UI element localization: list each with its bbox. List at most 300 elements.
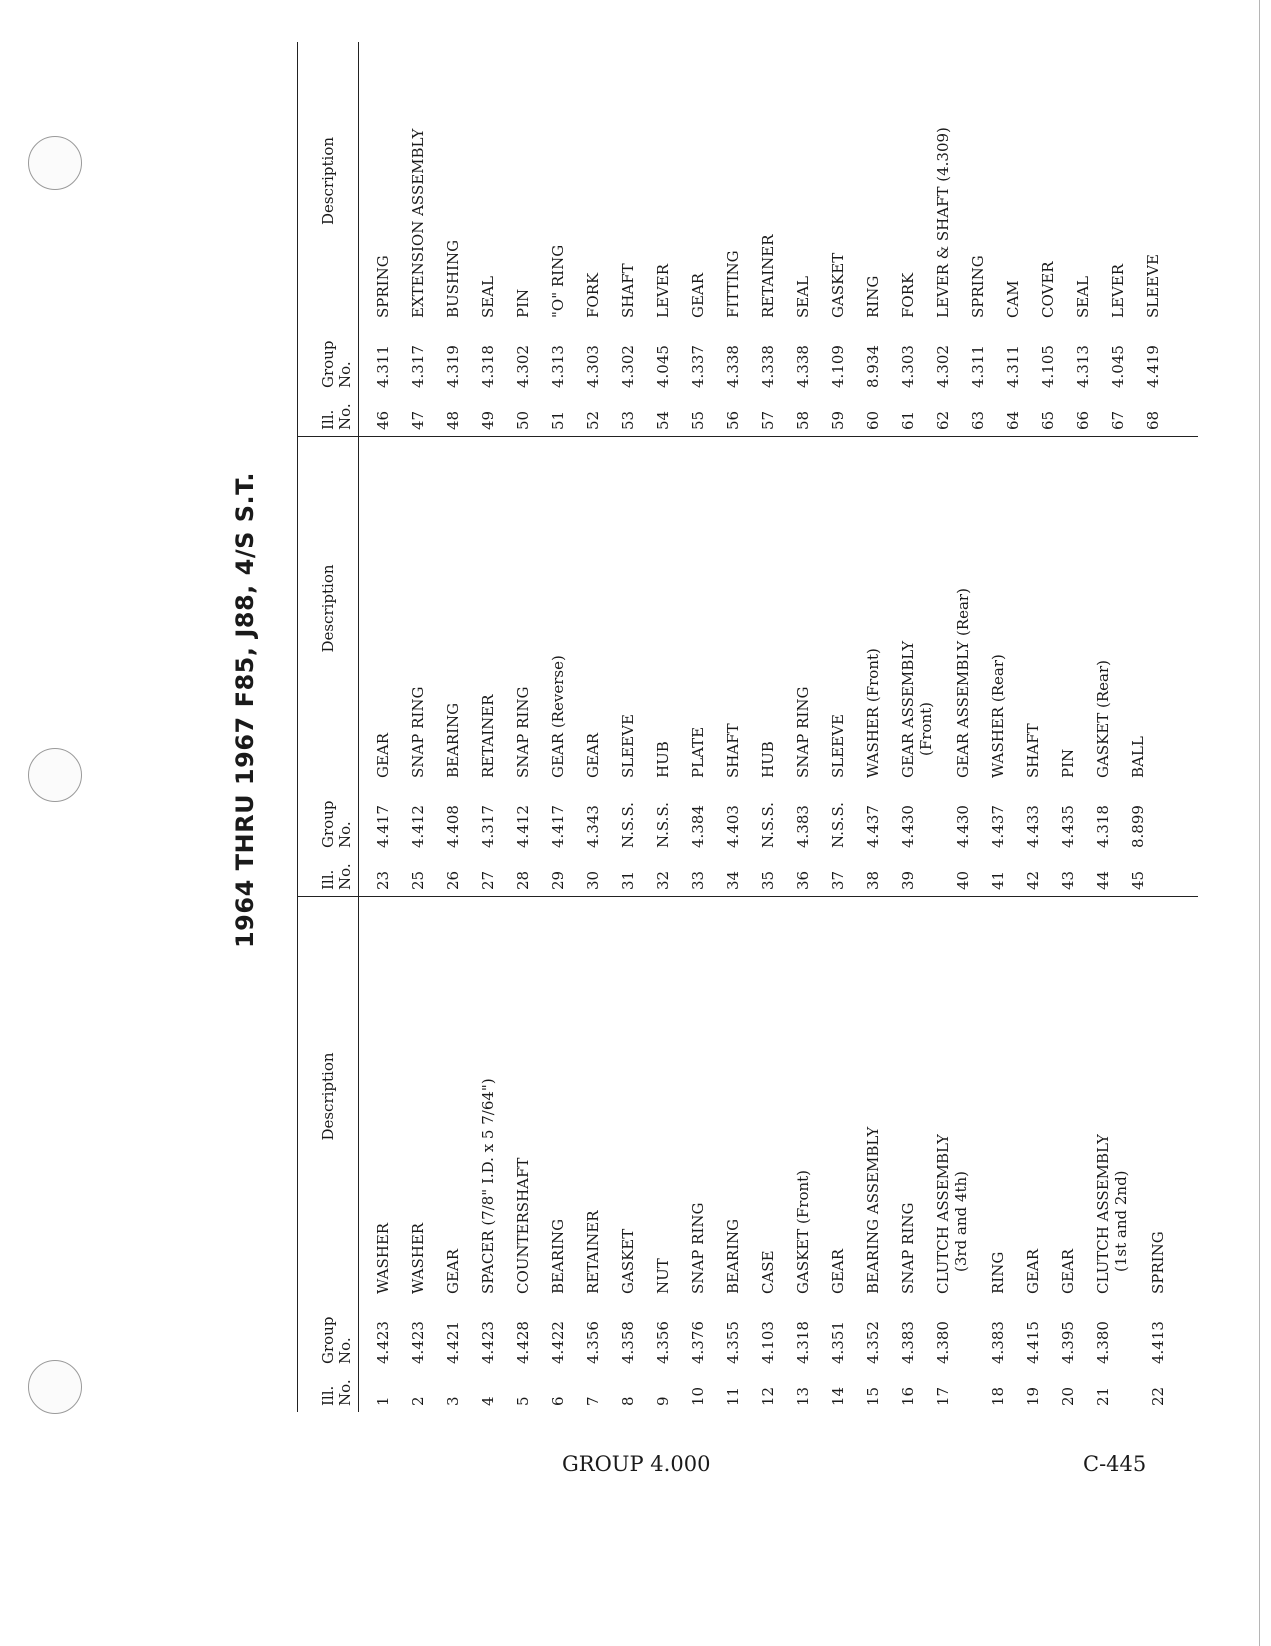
table-row xyxy=(541,42,576,436)
group-no-cell: 4.313 xyxy=(549,345,567,388)
group-no-cell: 4.403 xyxy=(724,805,742,848)
description-text: CLUTCH ASSEMBLY xyxy=(1094,1134,1112,1294)
ill-no-cell: 42 xyxy=(1024,870,1042,890)
header-ill-no: Ill. No. xyxy=(319,1379,354,1406)
description-cell xyxy=(374,897,392,1296)
ill-no-cell: 13 xyxy=(794,1386,812,1406)
table-row xyxy=(1086,897,1141,1412)
description-text: LEVER xyxy=(654,264,672,318)
table-row xyxy=(576,42,611,436)
description-cell xyxy=(1149,897,1167,1296)
description-text: SLEEVE xyxy=(1144,254,1162,318)
ill-no-cell: 27 xyxy=(479,870,497,890)
description-cell xyxy=(444,42,462,320)
ill-no-cell: 61 xyxy=(899,410,917,430)
description-text: BEARING xyxy=(724,1218,742,1294)
header-group-no: Group No. xyxy=(319,340,354,388)
table-row xyxy=(891,437,946,896)
description-text: FORK xyxy=(584,272,602,318)
group-no-cell: 4.317 xyxy=(479,805,497,848)
group-no-cell: 4.422 xyxy=(549,1321,567,1364)
group-no-cell: 4.435 xyxy=(1059,805,1077,848)
parts-table-body xyxy=(297,42,1198,1412)
description-text: HUB xyxy=(759,741,777,778)
ill-no-cell: 52 xyxy=(584,410,602,430)
description-cell xyxy=(479,437,497,780)
description-cell xyxy=(1024,897,1042,1296)
group-no-cell: 4.423 xyxy=(374,1321,392,1364)
group-no-cell: 4.408 xyxy=(444,805,462,848)
header-group-no: Group No. xyxy=(319,800,354,848)
description-cell xyxy=(409,897,427,1296)
group-no-cell: 4.318 xyxy=(479,345,497,388)
description-text: BEARING xyxy=(549,1218,567,1294)
description-text: "O" RING xyxy=(549,244,567,318)
ill-no-cell: 12 xyxy=(759,1386,777,1406)
group-no-cell: 4.415 xyxy=(1024,1321,1042,1364)
group-no-cell: 4.302 xyxy=(514,345,532,388)
description-cell xyxy=(619,42,637,320)
table-row xyxy=(821,897,856,1412)
description-cell xyxy=(899,437,935,780)
description-cell xyxy=(584,437,602,780)
group-no-cell: 4.383 xyxy=(794,805,812,848)
table-row xyxy=(1136,42,1171,436)
description-text: BUSHING xyxy=(444,239,462,318)
description-text: SEAL xyxy=(479,275,497,318)
table-row xyxy=(716,897,751,1412)
group-no-cell: 4.302 xyxy=(619,345,637,388)
description-cell xyxy=(619,897,637,1296)
description-text: WASHER (Rear) xyxy=(989,654,1007,778)
description-cell xyxy=(1144,42,1162,320)
table-row xyxy=(436,897,471,1412)
table-row xyxy=(471,437,506,896)
page-number: C-445 xyxy=(1083,1452,1147,1476)
description-text: CAM xyxy=(1004,280,1022,318)
group-no-cell: 4.395 xyxy=(1059,1321,1077,1364)
table-row xyxy=(436,42,471,436)
table-row xyxy=(366,42,401,436)
table-row xyxy=(1031,42,1066,436)
table-row xyxy=(681,897,716,1412)
table-row xyxy=(1051,897,1086,1412)
table-row xyxy=(1016,437,1051,896)
description-cell xyxy=(864,42,882,320)
description-cell xyxy=(374,437,392,780)
table-row xyxy=(751,897,786,1412)
group-no-cell: 4.317 xyxy=(409,345,427,388)
table-row xyxy=(1121,437,1156,896)
ill-no-cell: 32 xyxy=(654,870,672,890)
group-no-cell: 4.338 xyxy=(759,345,777,388)
description-cell xyxy=(479,42,497,320)
description-cell xyxy=(829,437,847,780)
description-text: EXTENSION ASSEMBLY xyxy=(409,128,427,318)
description-text: GASKET (Rear) xyxy=(1094,659,1112,778)
description-text: PIN xyxy=(1059,748,1077,778)
group-no-cell: 4.318 xyxy=(1094,805,1112,848)
table-row xyxy=(681,42,716,436)
table-row xyxy=(1086,437,1121,896)
ill-no-cell: 19 xyxy=(1024,1386,1042,1406)
ill-no-cell: 33 xyxy=(689,870,707,890)
table-row xyxy=(681,437,716,896)
table-row xyxy=(926,897,981,1412)
description-text: SPRING xyxy=(1149,1231,1167,1294)
group-no-cell: N.S.S. xyxy=(654,802,672,848)
table-section xyxy=(298,897,1198,1412)
parts-table xyxy=(297,42,1197,1412)
group-no-cell: 4.103 xyxy=(759,1321,777,1364)
header-description: Description xyxy=(318,136,337,226)
table-row xyxy=(1101,42,1136,436)
table-row xyxy=(401,897,436,1412)
description-text: SNAP RING xyxy=(409,686,427,778)
table-row xyxy=(506,897,541,1412)
ill-no-cell: 14 xyxy=(829,1386,847,1406)
description-text: CLUTCH ASSEMBLY xyxy=(934,1134,952,1294)
table-row xyxy=(506,437,541,896)
table-row xyxy=(786,897,821,1412)
description-cell xyxy=(1024,437,1042,780)
group-no-cell: 4.376 xyxy=(689,1321,707,1364)
description-cell xyxy=(444,897,462,1296)
ill-no-cell: 44 xyxy=(1094,870,1112,890)
description-text: SHAFT xyxy=(619,263,637,318)
description-cell xyxy=(619,437,637,780)
description-text: GEAR ASSEMBLY xyxy=(899,640,917,778)
description-text: PLATE xyxy=(689,726,707,778)
ill-no-cell: 17 xyxy=(934,1386,952,1406)
table-row xyxy=(856,897,891,1412)
table-row xyxy=(646,897,681,1412)
ill-no-cell: 60 xyxy=(864,410,882,430)
binder-hole xyxy=(28,1360,82,1414)
description-cell xyxy=(989,437,1007,780)
ill-no-cell: 51 xyxy=(549,410,567,430)
description-cell xyxy=(1059,437,1077,780)
ill-no-cell: 47 xyxy=(409,410,427,430)
description-text: SNAP RING xyxy=(899,1202,917,1294)
description-cell xyxy=(724,42,742,320)
group-no-cell: 4.302 xyxy=(934,345,952,388)
group-no-cell: 4.318 xyxy=(794,1321,812,1364)
binder-hole xyxy=(28,136,82,190)
description-cell xyxy=(374,42,392,320)
group-no-cell: 4.437 xyxy=(989,805,1007,848)
ill-no-cell: 25 xyxy=(409,870,427,890)
table-row xyxy=(541,437,576,896)
description-text: GEAR (Reverse) xyxy=(549,655,567,778)
description-text: SNAP RING xyxy=(794,686,812,778)
description-text: SNAP RING xyxy=(689,1202,707,1294)
description-cell xyxy=(864,437,882,780)
table-row xyxy=(506,42,541,436)
description-cell xyxy=(654,437,672,780)
table-row xyxy=(716,437,751,896)
ill-no-cell: 36 xyxy=(794,870,812,890)
description-text: GEAR xyxy=(1059,1248,1077,1294)
description-text: BEARING xyxy=(444,702,462,778)
ill-no-cell: 8 xyxy=(619,1396,637,1406)
group-number: GROUP 4.000 xyxy=(562,1452,711,1476)
description-text: GEAR ASSEMBLY (Rear) xyxy=(954,588,972,778)
page-edge-line xyxy=(1259,0,1260,1646)
header-ill-no: Ill. No. xyxy=(319,863,354,890)
ill-no-cell: 11 xyxy=(724,1386,742,1406)
ill-no-cell: 57 xyxy=(759,410,777,430)
description-cell xyxy=(479,897,497,1296)
description-cell xyxy=(724,437,742,780)
ill-no-cell: 35 xyxy=(759,870,777,890)
table-row xyxy=(1016,897,1051,1412)
table-header xyxy=(298,437,359,896)
table-row xyxy=(961,42,996,436)
header-group-no: Group No. xyxy=(319,1316,354,1364)
table-row xyxy=(1051,437,1086,896)
table-row xyxy=(576,437,611,896)
ill-no-cell: 23 xyxy=(374,870,392,890)
table-header xyxy=(298,897,359,1412)
table-row xyxy=(891,42,926,436)
ill-no-cell: 45 xyxy=(1129,870,1147,890)
description-text: LEVER xyxy=(1109,264,1127,318)
ill-no-cell: 55 xyxy=(689,410,707,430)
description-cell xyxy=(549,437,567,780)
description-cell xyxy=(549,897,567,1296)
description-subtext: (1st and 2nd) xyxy=(1112,1170,1130,1272)
ill-no-cell: 49 xyxy=(479,410,497,430)
ill-no-cell: 50 xyxy=(514,410,532,430)
description-text: SNAP RING xyxy=(514,686,532,778)
description-cell xyxy=(954,437,972,780)
table-row xyxy=(981,437,1016,896)
group-no-cell: 4.383 xyxy=(989,1321,1007,1364)
table-row xyxy=(926,42,961,436)
ill-no-cell: 62 xyxy=(934,410,952,430)
description-text: GEAR xyxy=(829,1248,847,1294)
description-text: GEAR xyxy=(374,732,392,778)
description-text: SPACER (7/8" I.D. x 5 7/64") xyxy=(479,1078,497,1294)
description-cell xyxy=(759,42,777,320)
table-row xyxy=(366,897,401,1412)
ill-no-cell: 46 xyxy=(374,410,392,430)
group-no-cell: N.S.S. xyxy=(829,802,847,848)
table-row xyxy=(471,897,506,1412)
table-row xyxy=(821,42,856,436)
description-cell xyxy=(514,897,532,1296)
description-text: GEAR xyxy=(444,1248,462,1294)
ill-no-cell: 7 xyxy=(584,1396,602,1406)
description-text: LEVER & SHAFT (4.309) xyxy=(934,127,952,318)
ill-no-cell: 1 xyxy=(374,1396,392,1406)
description-text: SEAL xyxy=(1074,275,1092,318)
table-row xyxy=(786,437,821,896)
ill-no-cell: 10 xyxy=(689,1386,707,1406)
table-row xyxy=(541,897,576,1412)
table-row xyxy=(786,42,821,436)
table-row xyxy=(856,42,891,436)
description-cell xyxy=(584,897,602,1296)
group-no-cell: 4.109 xyxy=(829,345,847,388)
group-no-cell: 4.337 xyxy=(689,345,707,388)
description-cell xyxy=(1039,42,1057,320)
description-cell xyxy=(829,42,847,320)
group-no-cell: 4.311 xyxy=(374,345,392,388)
ill-no-cell: 59 xyxy=(829,410,847,430)
ill-no-cell: 65 xyxy=(1039,410,1057,430)
table-row xyxy=(471,42,506,436)
group-no-cell: 4.351 xyxy=(829,1321,847,1364)
table-row xyxy=(401,42,436,436)
description-cell xyxy=(444,437,462,780)
table-row xyxy=(646,437,681,896)
ill-no-cell: 53 xyxy=(619,410,637,430)
description-text: GEAR xyxy=(1024,1248,1042,1294)
table-row xyxy=(1141,897,1176,1412)
ill-no-cell: 26 xyxy=(444,870,462,890)
group-no-cell: 4.352 xyxy=(864,1321,882,1364)
group-no-cell: 8.934 xyxy=(864,345,882,388)
description-cell xyxy=(759,897,777,1296)
description-cell xyxy=(969,42,987,320)
group-no-cell: 4.428 xyxy=(514,1321,532,1364)
group-no-cell: 4.433 xyxy=(1024,805,1042,848)
ill-no-cell: 66 xyxy=(1074,410,1092,430)
ill-no-cell: 9 xyxy=(654,1396,672,1406)
ill-no-cell: 4 xyxy=(479,1396,497,1406)
description-cell xyxy=(1094,437,1112,780)
ill-no-cell: 43 xyxy=(1059,870,1077,890)
description-cell xyxy=(899,897,917,1296)
description-text: GEAR xyxy=(689,272,707,318)
description-cell xyxy=(864,897,882,1296)
group-no-cell: 4.413 xyxy=(1149,1321,1167,1364)
table-row xyxy=(646,42,681,436)
description-cell xyxy=(514,42,532,320)
ill-no-cell: 3 xyxy=(444,1396,462,1406)
description-text: SHAFT xyxy=(724,723,742,778)
group-no-cell: 4.412 xyxy=(409,805,427,848)
group-no-cell: 4.105 xyxy=(1039,345,1057,388)
table-section xyxy=(298,437,1198,897)
description-cell xyxy=(654,897,672,1296)
ill-no-cell: 68 xyxy=(1144,410,1162,430)
table-row xyxy=(946,437,981,896)
group-no-cell: 4.045 xyxy=(654,345,672,388)
ill-no-cell: 40 xyxy=(954,870,972,890)
description-cell xyxy=(1094,897,1130,1296)
group-no-cell: 4.423 xyxy=(409,1321,427,1364)
ill-no-cell: 41 xyxy=(989,870,1007,890)
ill-no-cell: 22 xyxy=(1149,1386,1167,1406)
description-text: RETAINER xyxy=(584,1210,602,1294)
description-text: SHAFT xyxy=(1024,723,1042,778)
description-text: BALL xyxy=(1129,736,1147,778)
table-row xyxy=(611,42,646,436)
group-no-cell: 4.383 xyxy=(899,1321,917,1364)
description-cell xyxy=(549,42,567,320)
group-no-cell: 4.384 xyxy=(689,805,707,848)
group-no-cell: 4.356 xyxy=(584,1321,602,1364)
description-text: SPRING xyxy=(374,255,392,318)
description-cell xyxy=(989,897,1007,1296)
description-cell xyxy=(1129,437,1147,780)
table-header xyxy=(298,42,359,436)
group-no-cell: 4.338 xyxy=(794,345,812,388)
description-cell xyxy=(829,897,847,1296)
group-no-cell: 4.430 xyxy=(954,805,972,848)
table-row xyxy=(751,42,786,436)
description-text: COVER xyxy=(1039,261,1057,318)
table-row xyxy=(716,42,751,436)
ill-no-cell: 39 xyxy=(899,870,917,890)
table-row xyxy=(996,42,1031,436)
description-cell xyxy=(1059,897,1077,1296)
description-cell xyxy=(1004,42,1022,320)
description-cell xyxy=(689,42,707,320)
table-row xyxy=(436,437,471,896)
description-text: PIN xyxy=(514,288,532,318)
description-cell xyxy=(899,42,917,320)
description-text: SEAL xyxy=(794,275,812,318)
description-subtext: (Front) xyxy=(917,701,935,756)
description-text: GASKET xyxy=(829,252,847,318)
ill-no-cell: 15 xyxy=(864,1386,882,1406)
header-description: Description xyxy=(318,564,337,653)
ill-no-cell: 64 xyxy=(1004,410,1022,430)
description-subtext: (3rd and 4th) xyxy=(952,1171,970,1272)
table-section xyxy=(298,42,1198,437)
table-row xyxy=(401,437,436,896)
description-text: WASHER (Front) xyxy=(864,648,882,778)
table-row xyxy=(576,897,611,1412)
description-text: RING xyxy=(864,275,882,318)
description-text: GASKET xyxy=(619,1228,637,1294)
description-cell xyxy=(514,437,532,780)
group-no-cell: 4.313 xyxy=(1074,345,1092,388)
group-no-cell: 4.343 xyxy=(584,805,602,848)
group-no-cell: 4.303 xyxy=(584,345,602,388)
description-text: COUNTERSHAFT xyxy=(514,1157,532,1294)
description-cell xyxy=(409,42,427,320)
table-row xyxy=(611,897,646,1412)
ill-no-cell: 30 xyxy=(584,870,602,890)
description-cell xyxy=(584,42,602,320)
description-cell xyxy=(654,42,672,320)
table-row xyxy=(891,897,926,1412)
description-text: SLEEVE xyxy=(829,714,847,778)
page-title: 1964 THRU 1967 F85, J88, 4/S S.T. xyxy=(231,472,259,949)
table-row xyxy=(1066,42,1101,436)
ill-no-cell: 58 xyxy=(794,410,812,430)
ill-no-cell: 21 xyxy=(1094,1386,1112,1406)
group-no-cell: 4.437 xyxy=(864,805,882,848)
description-cell xyxy=(724,897,742,1296)
group-no-cell: 4.338 xyxy=(724,345,742,388)
description-text: RETAINER xyxy=(759,234,777,318)
description-text: FORK xyxy=(899,272,917,318)
description-text: WASHER xyxy=(409,1222,427,1294)
group-no-cell: 4.380 xyxy=(934,1321,952,1364)
ill-no-cell: 48 xyxy=(444,410,462,430)
group-no-cell: N.S.S. xyxy=(619,802,637,848)
ill-no-cell: 5 xyxy=(514,1396,532,1406)
description-text: WASHER xyxy=(374,1222,392,1294)
table-row xyxy=(981,897,1016,1412)
ill-no-cell: 63 xyxy=(969,410,987,430)
